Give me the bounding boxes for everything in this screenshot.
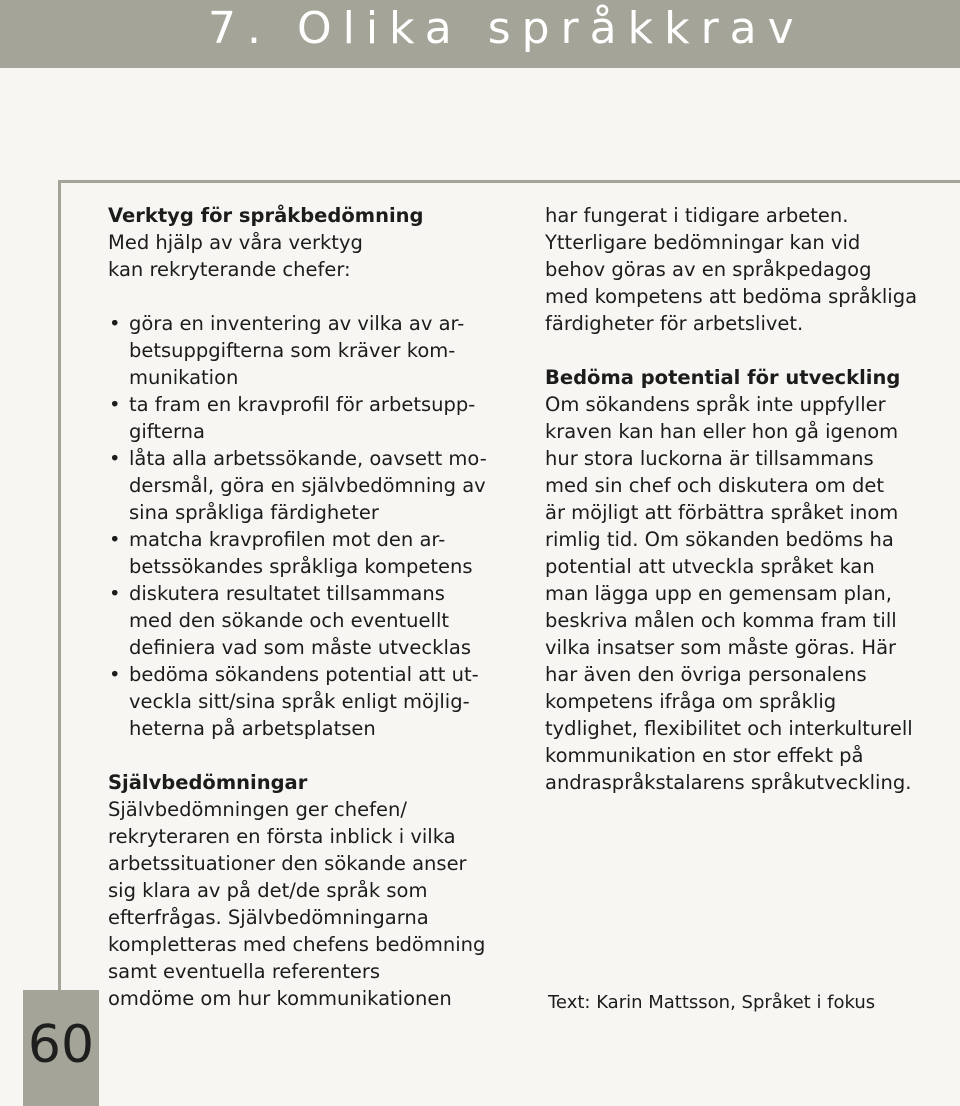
body-line: kompletteras med chefens bedömning [108, 933, 486, 956]
body-line: hur stora luckorna är tillsammans [545, 447, 874, 470]
list-item-line: heterna på arbetsplatsen [129, 717, 376, 740]
self-assessment-text [108, 796, 508, 1012]
list-item-line: sina språkliga färdigheter [129, 501, 379, 524]
body-line: tydlighet, flexibilitet och interkulturell [545, 717, 913, 740]
bullet-icon: • [109, 582, 121, 605]
body-line: rekryteraren en första inblick i vilka [108, 825, 456, 848]
body-line: Ytterligare bedömningar kan vid [545, 231, 861, 254]
list-item [108, 445, 508, 526]
body-line: har fungerat i tidigare arbeten. [545, 204, 849, 227]
body-line: behov göras av en språkpedagog [545, 258, 872, 281]
intro-text [108, 229, 508, 283]
list-item-line: med den sökande och eventuellt [129, 609, 450, 632]
list-item-line: betssökandes språkliga kompetens [129, 555, 473, 578]
list-item-line: veckla sitt/sina språk enligt möjlig- [129, 690, 470, 713]
body-line: potential att utveckla språket kan [545, 555, 875, 578]
frame-left-rule [58, 180, 61, 1106]
bullet-icon: • [109, 663, 121, 686]
frame-top-rule [58, 180, 960, 183]
body-line: omdöme om hur kommunikationen [108, 987, 452, 1010]
body-line: vilka insatser som måste göras. Här [545, 636, 897, 659]
list-item-line: diskutera resultatet tillsammans [129, 582, 445, 605]
list-item-line: gifterna [129, 420, 205, 443]
body-line: efterfrågas. Självbedömningarna [108, 906, 429, 929]
body-line: beskriva målen och komma fram till [545, 609, 897, 632]
list-item-line: låta alla arbetssökande, oavsett mo- [129, 447, 487, 470]
body-line: man lägga upp en gemensam plan, [545, 582, 892, 605]
section-heading-tools: Verktyg för språkbedömning [108, 204, 424, 227]
list-item [108, 310, 508, 391]
list-item [108, 661, 508, 742]
body-line: rimlig tid. Om sökanden bedöms ha [545, 528, 894, 551]
list-item [108, 580, 508, 661]
bullet-icon: • [109, 528, 121, 551]
bullet-icon: • [109, 312, 121, 335]
intro-line: kan rekryterande chefer: [108, 258, 351, 281]
list-item-line: betsuppgifterna som kräver kom- [129, 339, 456, 362]
bullet-icon: • [109, 393, 121, 416]
body-line: med kompetens att bedöma språkliga [545, 285, 918, 308]
potential-text [545, 391, 957, 796]
left-column [108, 202, 508, 1012]
body-line: andraspråkstalarens språkutveckling. [545, 771, 912, 794]
body-line: sig klara av på det/de språk som [108, 879, 428, 902]
list-item-line: dersmål, göra en självbedömning av [129, 474, 486, 497]
list-item-line: göra en inventering av vilka av ar- [129, 312, 465, 335]
list-item-line: definiera vad som måste utvecklas [129, 636, 471, 659]
continuation-text [545, 202, 957, 337]
body-line: samt eventuella referenters [108, 960, 381, 983]
author-credit: Text: Karin Mattsson, Språket i fokus [548, 992, 876, 1013]
list-item-line: ta fram en kravprofil för arbetsupp- [129, 393, 476, 416]
body-line: färdigheter för arbetslivet. [545, 312, 804, 335]
body-line: har även den övriga personalens [545, 663, 867, 686]
section-heading-potential: Bedöma potential för utveckling [545, 366, 901, 389]
body-line: med sin chef och diskutera om det [545, 474, 885, 497]
section-heading-self-assessment: Självbedömningar [108, 771, 308, 794]
body-line: kommunikation en stor effekt på [545, 744, 864, 767]
tools-bullet-list [108, 310, 508, 742]
list-item-line: matcha kravprofilen mot den ar- [129, 528, 446, 551]
page-number: 60 [27, 1015, 95, 1075]
body-line: kompetens ifråga om språklig [545, 690, 837, 713]
body-line: är möjligt att förbättra språket inom [545, 501, 899, 524]
list-item-line: munikation [129, 366, 239, 389]
body-line: arbetssituationer den sökande anser [108, 852, 467, 875]
body-line: Självbedömningen ger chefen/ [108, 798, 407, 821]
list-item [108, 391, 508, 445]
list-item [108, 526, 508, 580]
bullet-icon: • [109, 447, 121, 470]
body-line: kraven kan han eller hon gå igenom [545, 420, 899, 443]
chapter-title: 7. Olika språkkrav [208, 3, 805, 54]
body-line: Om sökandens språk inte uppfyller [545, 393, 886, 416]
list-item-line: bedöma sökandens potential att ut- [129, 663, 479, 686]
intro-line: Med hjälp av våra verktyg [108, 231, 363, 254]
right-column [545, 202, 957, 796]
